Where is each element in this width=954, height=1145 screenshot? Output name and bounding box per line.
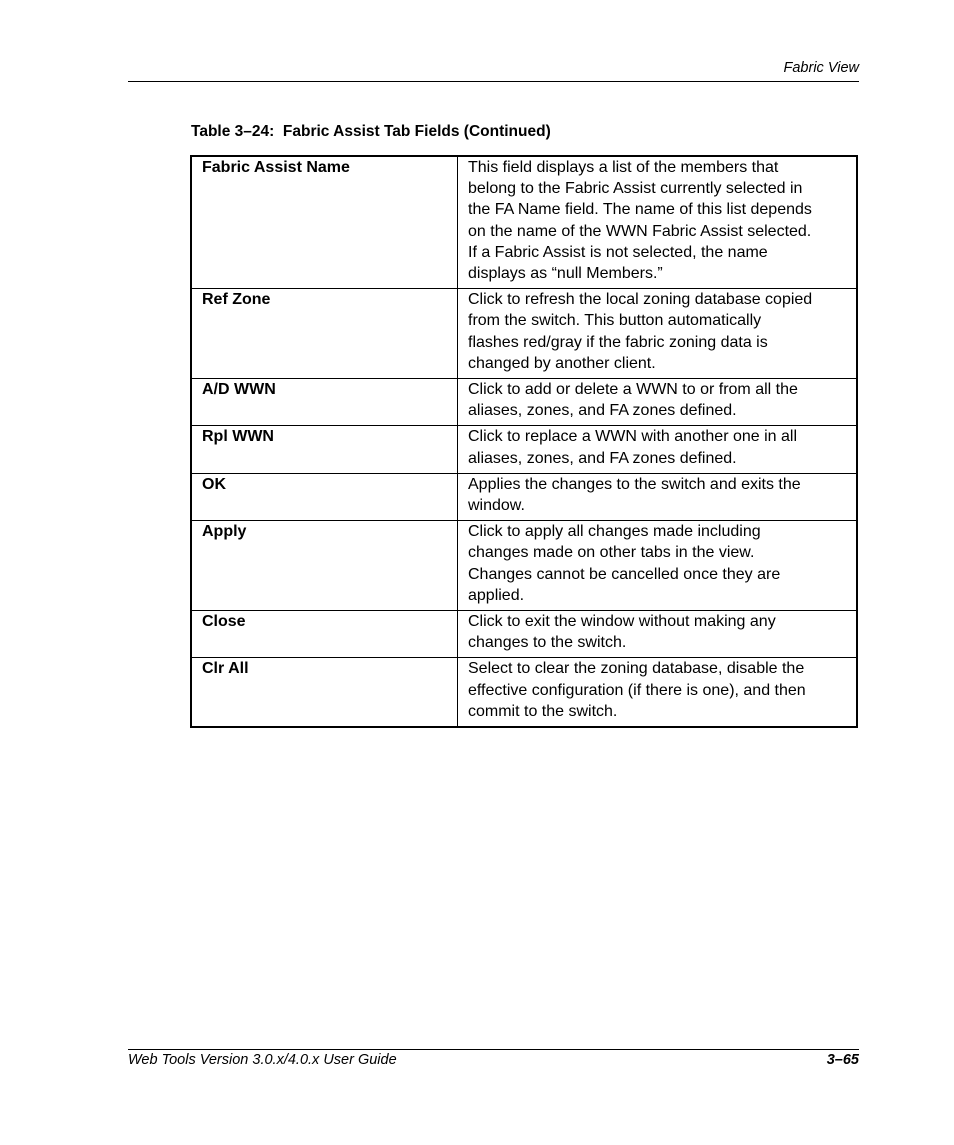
running-head: Fabric View	[783, 60, 859, 76]
field-description	[458, 658, 858, 727]
description-line: applied.	[468, 586, 525, 604]
page-number: 3–65	[826, 1052, 859, 1068]
description-line: Click to refresh the local zoning database copied	[468, 291, 813, 309]
field-name: OK	[191, 473, 458, 520]
field-description	[458, 426, 858, 473]
field-description	[458, 289, 858, 379]
description-line: Click to apply all changes made including	[468, 523, 761, 541]
field-name: A/D WWN	[191, 379, 458, 426]
description-line: Applies the changes to the switch and exits the	[468, 475, 801, 493]
field-name: Clr All	[191, 658, 458, 727]
field-name: Rpl WWN	[191, 426, 458, 473]
footer-title: Web Tools Version 3.0.x/4.0.x User Guide	[128, 1052, 397, 1068]
description-line: flashes red/gray if the fabric zoning data is	[468, 333, 768, 351]
description-line: displays as “null Members.”	[468, 265, 663, 283]
description-line: aliases, zones, and FA zones defined.	[468, 402, 737, 420]
table-row	[191, 379, 857, 426]
table-row	[191, 521, 857, 611]
field-description	[458, 473, 858, 520]
field-description	[458, 521, 858, 611]
table-row	[191, 156, 857, 289]
fields-table	[190, 155, 858, 728]
table-row	[191, 658, 857, 727]
table-row	[191, 611, 857, 658]
description-line: the FA Name field. The name of this list depends	[468, 201, 812, 219]
description-line: Changes cannot be cancelled once they are	[468, 565, 781, 583]
description-line: on the name of the WWN Fabric Assist selected.	[468, 222, 812, 240]
description-line: changes made on other tabs in the view.	[468, 544, 755, 562]
description-line: effective configuration (if there is one), and then	[468, 681, 806, 699]
description-line: Click to add or delete a WWN to or from all the	[468, 381, 798, 399]
description-line: This field displays a list of the members that	[468, 159, 779, 176]
description-line: aliases, zones, and FA zones defined.	[468, 449, 737, 467]
description-line: commit to the switch.	[468, 702, 618, 720]
field-name: Ref Zone	[191, 289, 458, 379]
field-name: Apply	[191, 521, 458, 611]
description-line: changed by another client.	[468, 354, 656, 372]
table-caption: Table 3–24: Fabric Assist Tab Fields (Continued)	[191, 123, 551, 140]
field-name: Fabric Assist Name	[191, 156, 458, 289]
field-description	[458, 611, 858, 658]
field-description	[458, 379, 858, 426]
description-line: If a Fabric Assist is not selected, the name	[468, 243, 768, 261]
description-line: changes to the switch.	[468, 634, 627, 652]
field-description	[458, 156, 858, 289]
field-name: Close	[191, 611, 458, 658]
description-line: Click to exit the window without making any	[468, 613, 776, 631]
table-row	[191, 473, 857, 520]
description-line: window.	[468, 497, 525, 515]
table-row	[191, 289, 857, 379]
table-row	[191, 426, 857, 473]
description-line: from the switch. This button automatically	[468, 312, 762, 330]
header-rule	[128, 81, 859, 82]
description-line: belong to the Fabric Assist currently selected in	[468, 180, 803, 198]
description-line: Select to clear the zoning database, disable the	[468, 660, 805, 678]
fields-table-body	[191, 156, 857, 727]
footer-rule	[128, 1049, 859, 1050]
description-line: Click to replace a WWN with another one in all	[468, 428, 798, 446]
